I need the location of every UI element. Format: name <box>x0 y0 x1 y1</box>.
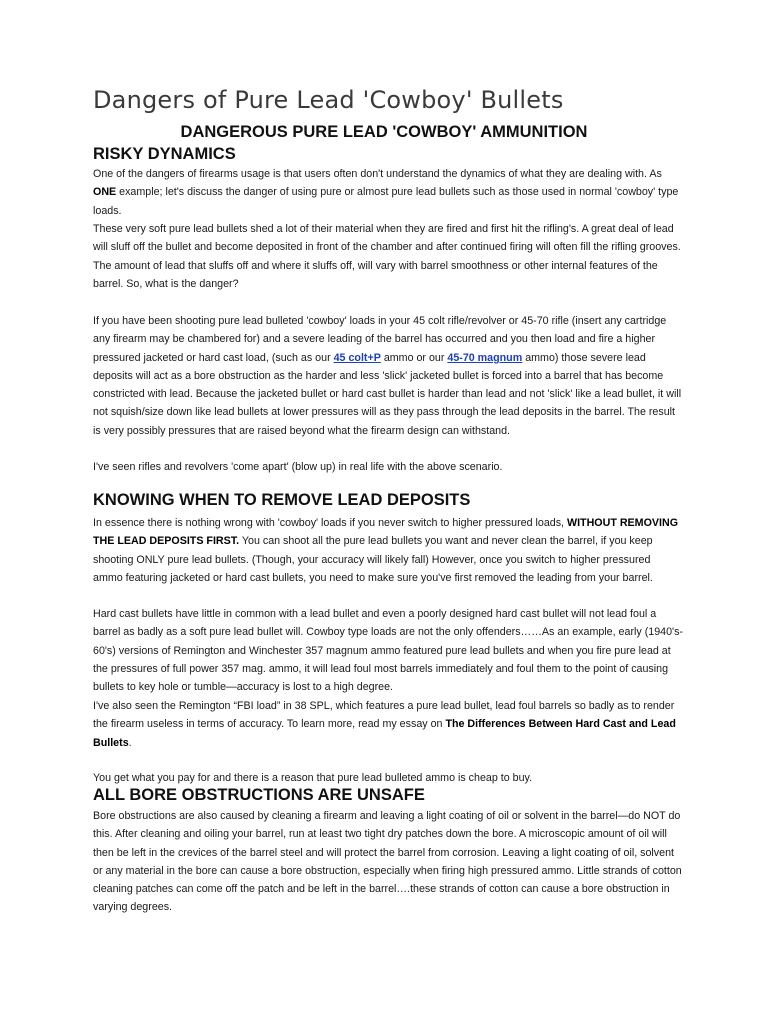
knowing-paragraph-3 <box>93 697 683 752</box>
risky-p3-text-b: ammo or our <box>380 351 448 364</box>
knowing-paragraph-4: You get what you pay for and there is a reason that pure lead bulleted ammo is cheap to buy. <box>93 772 533 784</box>
page-title: Dangers of Pure Lead 'Cowboy' Bullets <box>93 86 564 114</box>
knowing-p3-text-a: I've also seen the Remington “FBI load” in 38 SPL, which features a pure lead bullet, lead foul barrels so badly as to render the firearm useless in terms of accuracy. To learn more, read my essay on <box>93 700 675 731</box>
bore-paragraph-1: Bore obstructions are also caused by cleaning a firearm and leaving a light coating of oil or solvent in the barrel—do NOT do this. After cleaning and oiling your barrel, run at least two tight dry patches down the bore. A microscopic amount of oil will then be left in the crevices of the barrel steel and will protect the barrel from corrosion. Leaving a light coating of oil, solvent or any material in the bore can cause a bore obstruction, especially when firing high pressured ammo. Little strands of cotton cleaning patches can come off the patch and be left in the barrel….these strands of cotton can cause a bore obstruction in varying degrees. <box>93 810 682 914</box>
section-heading-bore-obstructions: ALL BORE OBSTRUCTIONS ARE UNSAFE <box>93 786 425 804</box>
essay-title-emphasis: The Differences Between Hard Cast and Lead Bullets <box>93 718 676 749</box>
section-heading-risky-dynamics: RISKY DYNAMICS <box>93 145 236 163</box>
knowing-paragraph-1 <box>93 514 683 587</box>
link-45-70-magnum[interactable]: 45-70 magnum <box>447 351 523 364</box>
link-45-colt-plus-p[interactable]: 45 colt+P <box>333 351 381 364</box>
risky-p3-text-c: ammo) those severe lead deposits will act as a bore obstruction as the harder and less 'slick' jacketed bullet is forced into a barrel that has become constricted with lead. Because the jacketed bullet or hard cast bullet is harder than lead and not 'slick' like a lead bullet, it will not squish/size down like lead bullets at lower pressures will as they pass through the lead deposits in the barrel. The result is very possibly pressures that are raised beyond what the firearm design can withstand. <box>93 351 682 437</box>
risky-paragraph-3 <box>93 312 683 440</box>
risky-paragraph-2: These very soft pure lead bullets shed a lot of their material when they are fired and first hit the rifling's. A great deal of lead will sluff off the bullet and become deposited in front of the chamber and after continued firing will often fill the rifling grooves. The amount of lead that sluffs off and where it sluffs off, will vary with barrel smoothness or other internal features of the barrel. So, what is the danger? <box>93 223 681 290</box>
section-heading-knowing-when: KNOWING WHEN TO REMOVE LEAD DEPOSITS <box>93 491 471 509</box>
risky-p1-emphasis: ONE <box>93 186 117 199</box>
risky-p1-text-a: One of the dangers of firearms usage is that users often don't understand the dynamics of what they are dealing with. As <box>93 168 662 180</box>
knowing-p1-text-c: You can shoot all the pure lead bullets you want and never clean the barrel, if you keep shooting ONLY pure lead bullets. (Though, your accuracy will likely fall) However, once you switch to higher pressured ammo featuring jacketed or hard cast bullets, you need to make sure you've first removed the leading from your barrel. <box>93 535 653 584</box>
knowing-paragraph-2: Hard cast bullets have little in common with a lead bullet and even a poorly designed hard cast bullet will not lead foul a barrel as badly as a soft pure lead bullet will. Cowboy type loads are not the only offenders……As an example, early (1940's-60's) versions of Remington and Winchester 357 magnum ammo featured pure lead bullets and when you fire pure lead at the pressures of full power 357 mag. ammo, it will lead foul most barrels immediately and foul them to the point of causing bullets to key hole or tumble—accuracy is lost to a high degree. <box>93 608 683 694</box>
knowing-p1-emphasis: WITHOUT REMOVING THE LEAD DEPOSITS FIRST. <box>93 517 679 548</box>
risky-paragraph-4: I've seen rifles and revolvers 'come apart' (blow up) in real life with the above scenario. <box>93 461 503 473</box>
knowing-p1-text-a: In essence there is nothing wrong with 'cowboy' loads if you never switch to higher pressured loads, <box>93 517 567 529</box>
risky-p1-text-c: example; let's discuss the danger of using pure or almost pure lead bullets such as those used in normal 'cowboy' type loads. <box>93 186 679 217</box>
center-heading: DANGEROUS PURE LEAD 'COWBOY' AMMUNITION <box>180 123 588 141</box>
knowing-p3-text-c: . <box>128 736 132 749</box>
risky-paragraph-1 <box>93 165 683 220</box>
risky-p3-text-a: If you have been shooting pure lead bulleted 'cowboy' loads in your 45 colt rifle/revolver or 45-70 rifle (insert any cartridge any firearm may be chambered for) and a severe leading of the barrel has occurred and you then load and fire a higher pressured jacketed or hard cast load, (such as our <box>93 315 667 364</box>
